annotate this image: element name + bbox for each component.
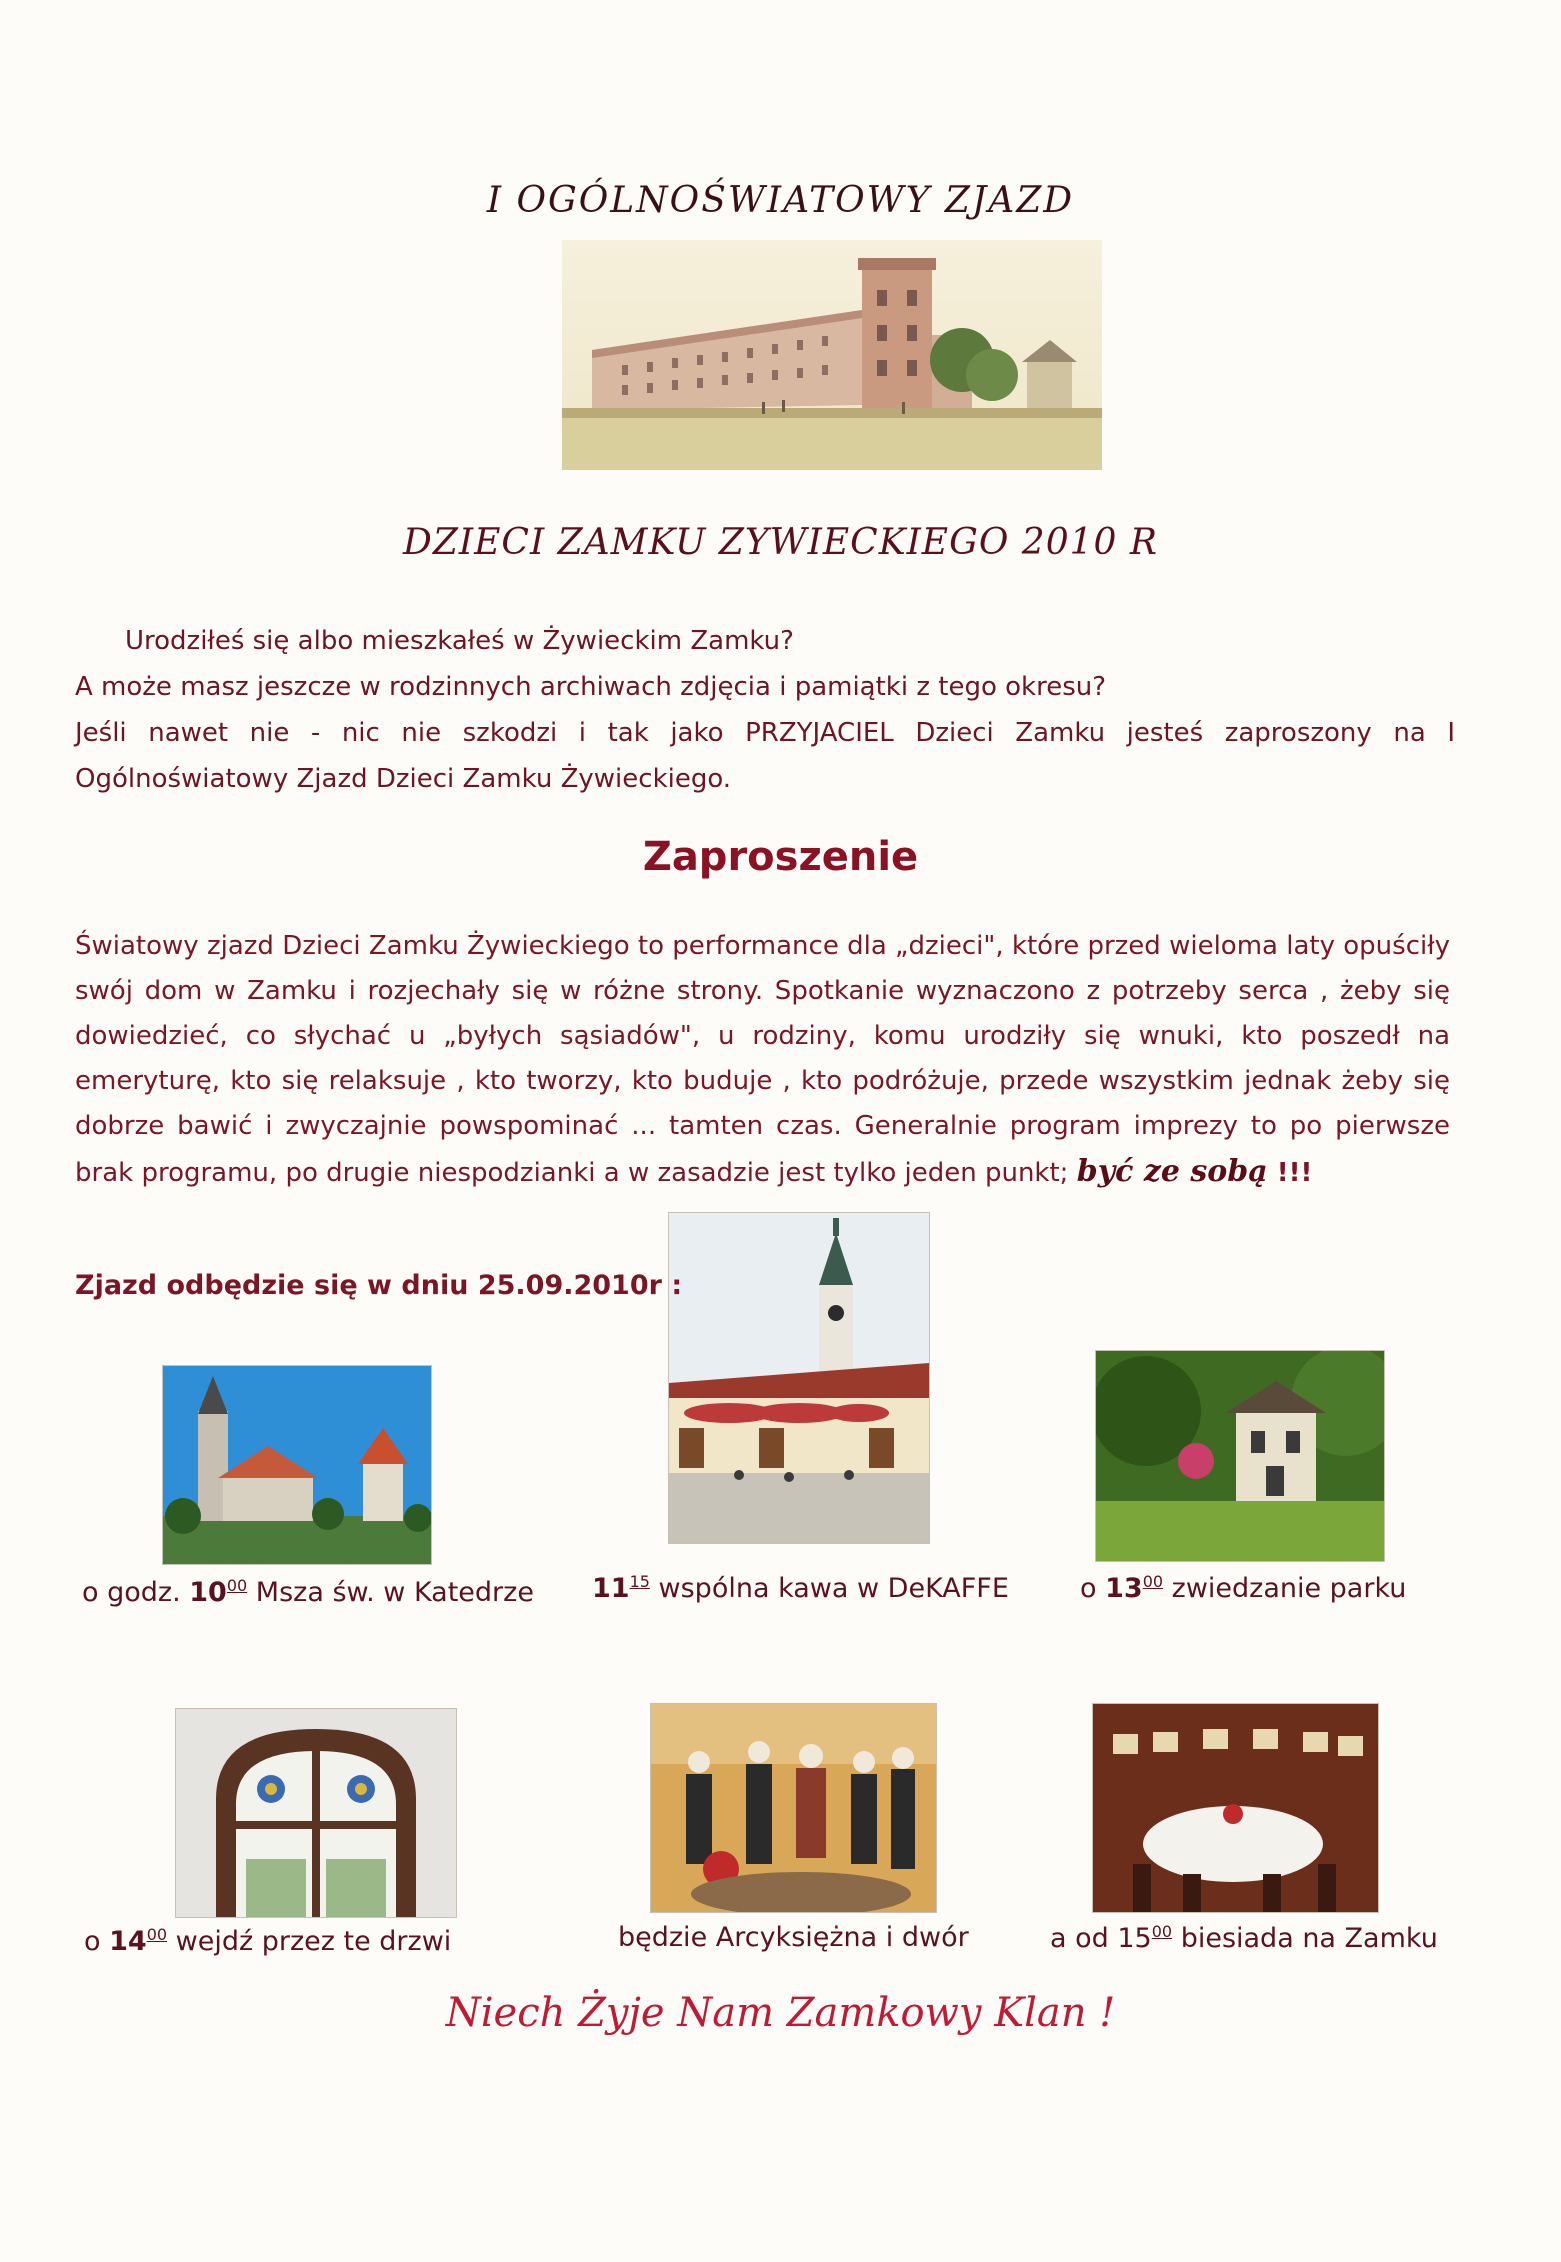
- schedule-item-4-prefix: o: [84, 1926, 110, 1957]
- title-line-1: I OGÓLNOŚWIATOWY ZJAZD: [486, 180, 1075, 221]
- schedule-item-2-text: wspólna kawa w DeKAFFE: [658, 1573, 1009, 1604]
- date-line: Zjazd odbędzie się w dniu 25.09.2010r :: [75, 1270, 683, 1301]
- schedule-item-6-minutes: 00: [1151, 1922, 1173, 1941]
- schedule-item-1-prefix: o godz.: [82, 1577, 190, 1608]
- body-signature: być ze sobą: [1076, 1154, 1268, 1189]
- photo-cathedral: [162, 1365, 432, 1565]
- schedule-item-1-hour: 10: [189, 1577, 227, 1608]
- schedule-item-4-text: wejdź przez te drzwi: [175, 1926, 452, 1957]
- photo-dekaffe: [668, 1212, 930, 1544]
- photo-archduchess: [650, 1703, 937, 1913]
- schedule-item-3-text: zwiedzanie parku: [1171, 1573, 1407, 1604]
- title-line-2: DZIECI ZAMKU ZYWIECKIEGO 2010 R: [403, 522, 1158, 563]
- schedule-item-4-minutes: 00: [146, 1925, 168, 1944]
- photo-banquet-hall: [1092, 1703, 1379, 1913]
- closing-line: Niech Żyje Nam Zamkowy Klan !: [445, 1990, 1116, 2036]
- schedule-item-3-minutes: 00: [1142, 1572, 1164, 1591]
- schedule-item-6: [1050, 1922, 1438, 1954]
- schedule-item-4: [84, 1925, 451, 1957]
- intro-line-2: A może masz jeszcze w rodzinnych archiwach zdjęcia i pamiątki z tego okresu?: [75, 672, 1107, 702]
- intro-text: [75, 618, 1455, 802]
- schedule-item-6-text: biesiada na Zamku: [1180, 1923, 1438, 1954]
- schedule-item-4-hour: 14: [109, 1926, 147, 1957]
- body-exclamation: !!!: [1267, 1158, 1313, 1188]
- schedule-item-3-prefix: o: [1080, 1573, 1106, 1604]
- schedule-item-1-text: Msza św. w Katedrze: [255, 1577, 534, 1608]
- schedule-item-3: [1080, 1572, 1406, 1604]
- schedule-item-1: [82, 1576, 534, 1608]
- castle-illustration: [562, 240, 1102, 470]
- schedule-item-3-hour: 13: [1105, 1573, 1143, 1604]
- schedule-item-2-hour: 11: [592, 1573, 630, 1604]
- photo-park: [1095, 1350, 1385, 1562]
- schedule-item-2-minutes: 15: [629, 1572, 650, 1591]
- schedule-item-5: [618, 1922, 969, 1953]
- intro-line-1: Urodziłeś się albo mieszkałeś w Żywieckim Zamku?: [125, 626, 794, 656]
- invitation-heading: Zaproszenie: [642, 834, 919, 880]
- photo-door: [175, 1708, 457, 1918]
- invitation-body: [75, 924, 1450, 1196]
- schedule-item-1-minutes: 00: [226, 1576, 248, 1595]
- schedule-item-6-prefix: a od: [1050, 1923, 1118, 1954]
- body-text: Światowy zjazd Dzieci Zamku Żywieckiego to performance dla „dzieci", które przed wieloma laty opuściły swój dom w Zamku i rozjechały się w różne strony. Spotkanie wyznaczono z potrzeby serca , żeby się dowiedzieć, co słychać u „byłych sąsiadów", u rodziny, komu urodziły się wnuki, kto poszedł na emeryturę, kto się relaksuje , kto tworzy, kto buduje , kto podróżuje, przede wszystkim jednak żeby się dobrze bawić i zwyczajnie powspominać ... tamten czas. Generalnie program imprezy to po pierwsze brak programu, po drugie niespodzianki a w zasadzie jest tylko jeden punkt;: [75, 931, 1450, 1188]
- schedule-item-6-hour: 15: [1117, 1923, 1152, 1954]
- schedule-item-5-text: będzie Arcyksiężna i dwór: [618, 1922, 969, 1953]
- schedule-item-2: [592, 1572, 1009, 1604]
- intro-line-3: Jeśli nawet nie - nic nie szkodzi i tak jako PRZYJACIEL Dzieci Zamku jesteś zaproszony na I Ogólnoświatowy Zjazd Dzieci Zamku Żywieckiego.: [75, 718, 1455, 794]
